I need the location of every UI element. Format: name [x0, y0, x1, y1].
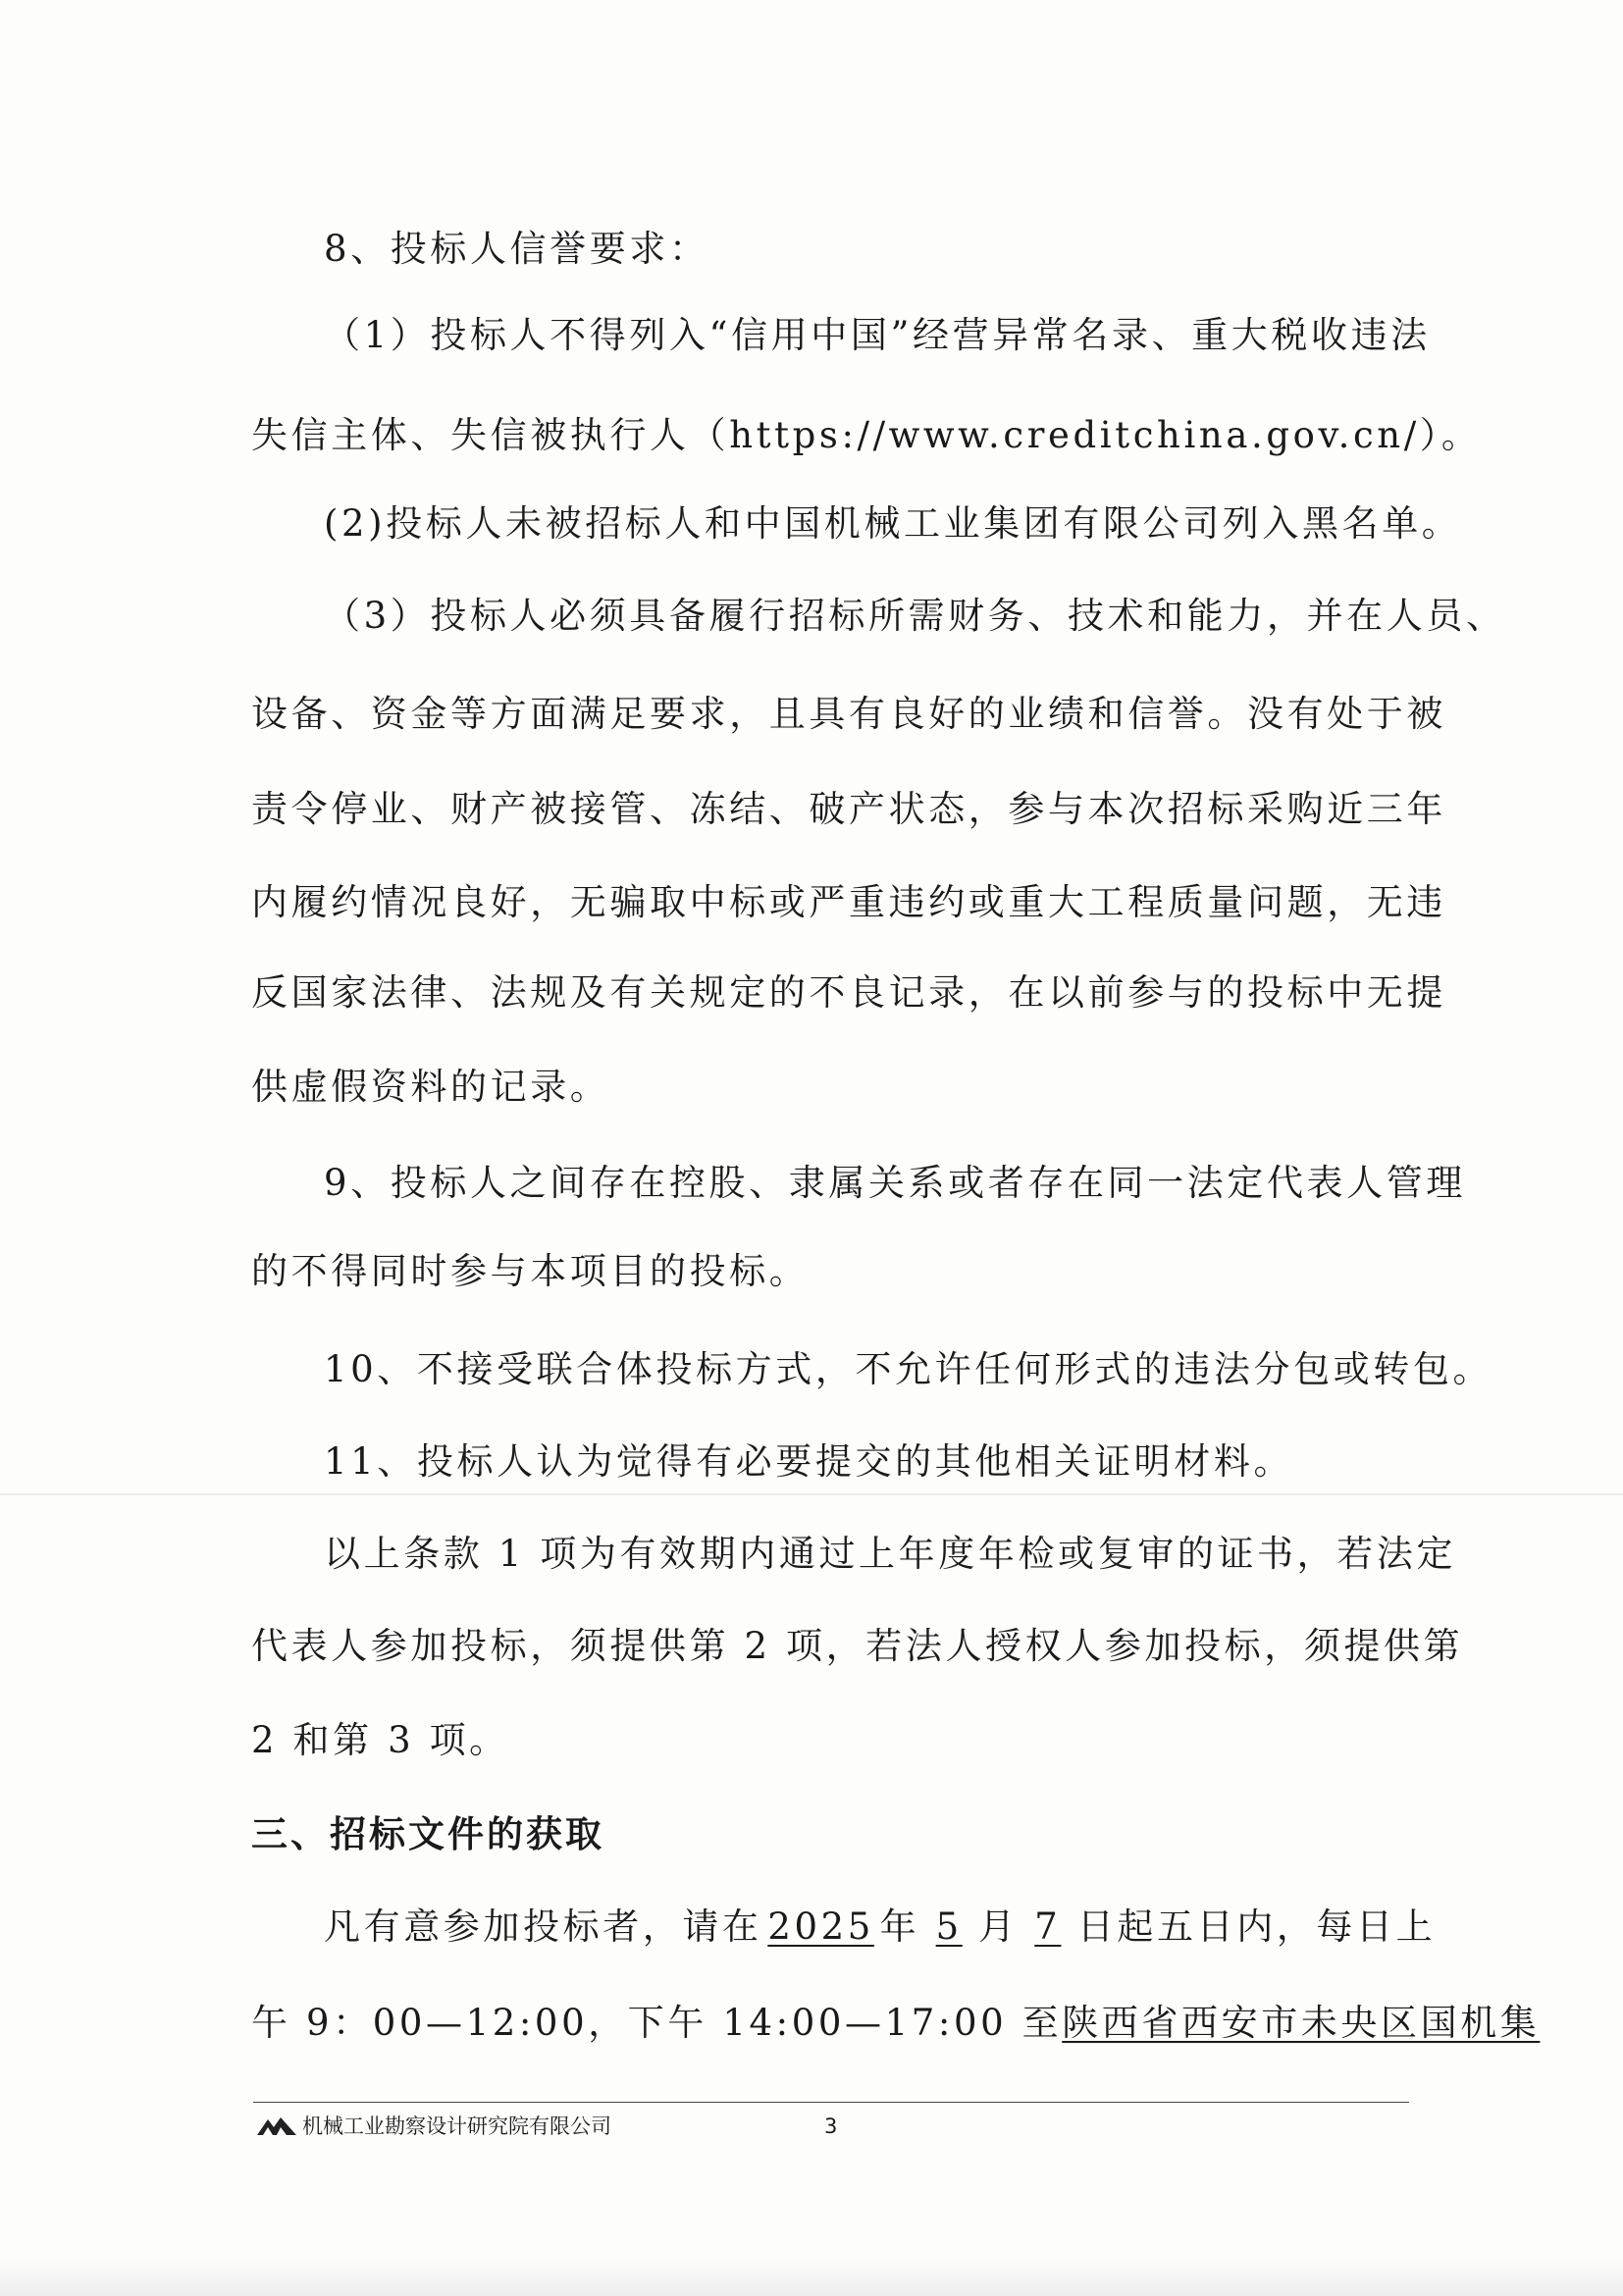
clause-11: 11、投标人认为觉得有必要提交的其他相关证明材料。: [324, 1440, 1294, 1483]
clause-10: 10、不接受联合体投标方式，不允许任何形式的违法分包或转包。: [324, 1348, 1493, 1390]
clause-8-3-line-2: 设备、资金等方面满足要求，且具有良好的业绩和信誉。没有处于被: [251, 693, 1446, 735]
scan-artifact-line: [0, 1493, 1623, 1495]
clause-8-1-line-1: （1）投标人不得列入“信用中国”经营异常名录、重大税收违法: [324, 314, 1431, 356]
note-line-3: 2 和第 3 项。: [251, 1719, 509, 1761]
date-year-unit: 年: [879, 1905, 920, 1948]
section-3-line-1-suffix: 日起五日内，每日上: [1076, 1905, 1437, 1948]
clause-8-title: 8、投标人信誉要求：: [324, 228, 709, 270]
clause-8-3-line-6: 供虚假资料的记录。: [251, 1066, 610, 1108]
mountain-logo-icon: [257, 2115, 296, 2137]
date-day: 7: [1034, 1905, 1062, 1948]
note-line-1: 以上条款 1 项为有效期内通过上年度年检或复审的证书，若法定: [324, 1533, 1457, 1575]
clause-8-3-line-5: 反国家法律、法规及有关规定的不良记录，在以前参与的投标中无提: [251, 971, 1446, 1014]
clause-8-3-line-1: （3）投标人必须具备履行招标所需财务、技术和能力，并在人员、: [324, 595, 1506, 637]
note-line-2: 代表人参加投标，须提供第 2 项，若法人授权人参加投标，须提供第: [251, 1625, 1464, 1667]
section-3-line-2: [251, 2002, 1540, 2045]
clause-9-line-1: 9、投标人之间存在控股、隶属关系或者存在同一法定代表人管理: [324, 1162, 1466, 1204]
footer-company-name: 机械工业勘察设计研究院有限公司: [302, 2114, 611, 2138]
date-month-unit: 月: [978, 1905, 1019, 1948]
scan-bottom-edge: [0, 2257, 1623, 2296]
location-text: 陕西省西安市未央区国机集: [1062, 2002, 1541, 2044]
date-month: 5: [935, 1905, 963, 1948]
clause-8-2: (2)投标人未被招标人和中国机械工业集团有限公司列入黑名单。: [324, 502, 1462, 545]
footer-divider: [253, 2102, 1409, 2103]
section-3-line-2-prefix: 午 9：00—12:00，下午 14:00—17:00 至: [251, 2002, 1063, 2044]
clause-9-line-2: 的不得同时参与本项目的投标。: [251, 1250, 810, 1292]
date-year: 2025: [767, 1905, 874, 1948]
clause-8-3-line-3: 责令停业、财产被接管、冻结、破产状态，参与本次招标采购近三年: [251, 788, 1446, 830]
clause-8-1-line-2: 失信主体、失信被执行人（https://www.creditchina.gov.cn/）。: [251, 414, 1482, 456]
section-3-heading: 三、招标文件的获取: [251, 1813, 604, 1855]
section-3-line-1: [324, 1905, 1436, 1949]
page-number: 3: [824, 2114, 838, 2138]
footer-company: [257, 2112, 611, 2141]
section-3-line-1-prefix: 凡有意参加投标者，请在: [324, 1905, 762, 1948]
clause-8-3-line-4: 内履约情况良好，无骗取中标或严重违约或重大工程质量问题，无违: [251, 881, 1446, 923]
